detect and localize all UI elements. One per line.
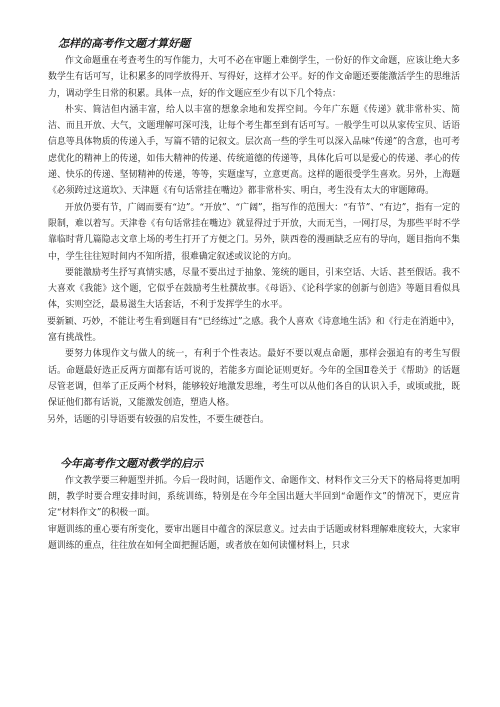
paragraph: 朴实、简洁但内涵丰富，给人以丰富的想象余地和发挥空间。今年广东题《传递》就非常朴实、简洁、而且开放、大气，文题理解可深可浅，让每个考生都至到有话可写。一般学生可以从家传宝贝、话语信息等具体物质的传递入手，写篇不错的记叙文。层次高一些的学生可以深入品味“传递”的含意，也可考虑优化的精神上的传递，如伟大精神的传递、传统道德的传递等，具体化后可以是爱心的传递、孝心的传递、快乐的传递、坚韧精神的传递，等等，实题虚写，立意更高。这样的题很受学生喜欢。另外，上海题《必须跨过这道坎》、天津题《有句话常挂在嘴边》都非常朴实、明白，考生没有太大的审题障碍。 <box>48 104 460 197</box>
paragraph: 要新颖、巧妙，不能让考生看到题目有“已经练过”之感。我个人喜欢《诗意地生活》和《行走在消逝中》，富有挑战性。 <box>47 316 460 344</box>
section-spacer <box>48 428 460 456</box>
paragraph: 要能激励考生抒写真情实感，尽量不要出过于抽象、笼统的题目，引来空话、大话、甚至假话。我不大喜欢《我能》这个题，它似乎在鼓励考生杜撰故事。《母语》、《论科学家的创新与创造》等题目看似具体，实则空泛，最易滋生大话套话，不利于发挥学生的水平。 <box>48 267 460 311</box>
paragraph: 开放仍要有节，广阔而要有“边”。“开放”、“广阔”，指写作的范围大：“有节”、“有边”，指有一定的限制，难以着写。天津卷《有句话常挂在嘴边》就显得过于开放，大而无当，一网打尽，为那些平时不学靠临时背几篇隐志文章上场的考生打开了方便之门。另外，陕西卷的漫画缺乏应有的导向，题目指向不集中，学生往往短时间内不知所措，很难确定叙述或议论的方向。 <box>48 202 460 262</box>
paragraph: 作文教学要三种题型并抓。今后一段时间，话题作文、命题作文、材料作文三分天下的格局将更加明朗，教学时要合理安排时间，系统训练，特别是在今年全国出题大半回到“命题作文”的情况下，更应肯定“材料作文”的积极一面。 <box>48 475 460 519</box>
section-title: 今年高考作文题对教学的启示 <box>60 456 203 470</box>
paragraph: 另外，话题的引导语要有较强的启发性，不要生硬苍白。 <box>47 414 269 425</box>
paragraph: 作文命题重在考查考生的写作能力，大可不必在审题上难倒学生，一份好的作文命题，应该让绝大多数学生有话可写，让积累多的同学放得开、写得好，这样才公平。好的作文命题还要能激活学生的思维活力，调动学生日常的积累。具体一点，好的作文题应至少有以下几个特点： <box>48 56 460 99</box>
paragraph: 要努力体现作文与做人的统一，有利于个性表达。最好不要以观点命题，那样会强迫有的考生写假话。命题最好选正反两方面都有话可说的，若能多方面论证则更好。今年的全国Ⅱ卷关于《帮助》的话题尽管老调，但举了正反两个材料，能够较好地激发思维，考生可以从他们各自的认识入手，或顷或批，既保证他们都有话说，又能激发创造，塑造人格。 <box>48 349 460 409</box>
section-title: 怎样的高考作文题才算好题 <box>58 37 190 50</box>
article-body <box>48 36 460 554</box>
paragraph: 审题训练的重心要有所变化，要审出题目中蕴含的深层意义。过去由于话题或材料理解难度较大，大家审题训练的重点，往往放在如何全面把握话题，或者放在如何读懂材料上，只求 <box>48 524 460 552</box>
